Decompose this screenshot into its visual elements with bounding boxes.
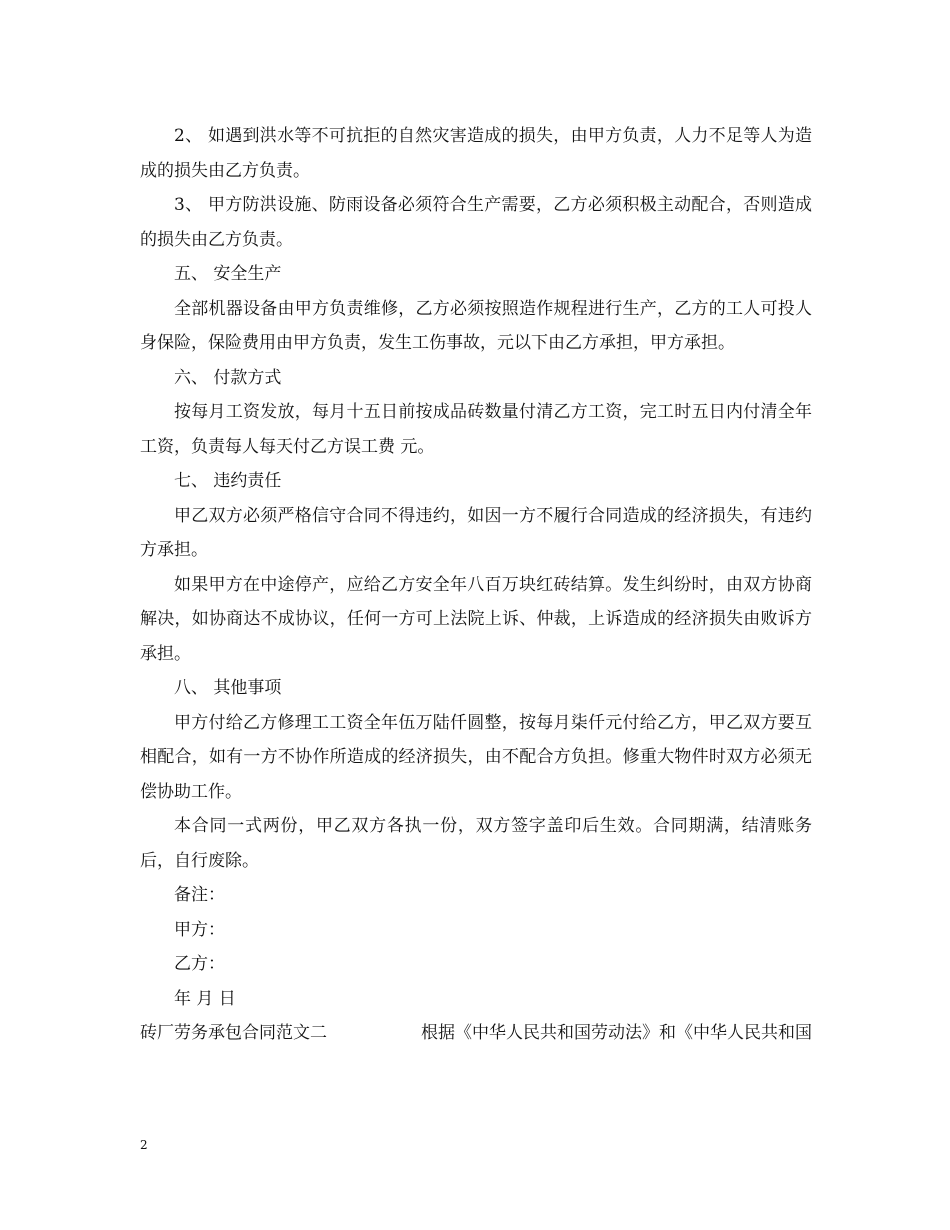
- section-heading-safety: 五、 安全生产: [174, 264, 282, 284]
- party-a-label: 甲方：: [174, 919, 225, 940]
- paragraph-validity: 本合同一式两份，甲乙双方各执一份，双方签字盖印后生效。合同期满，结清账务后，自行废除。: [140, 816, 812, 871]
- document-body: [140, 119, 812, 1051]
- page-number: 2: [140, 1138, 148, 1152]
- paragraph-liability: 甲乙双方必须严格信守合同不得违约，如因一方不履行合同造成的经济损失，有违约方承担。: [140, 505, 812, 560]
- date-label: 年 月 日: [174, 988, 236, 1009]
- remarks-label: 备注：: [174, 885, 225, 905]
- paragraph-force-majeure: 2、 如遇到洪水等不可抗拒的自然灾害造成的损失，由甲方负责，人力不足等人为造成的损失由乙方负责。: [140, 126, 812, 181]
- next-contract-title: 砖厂劳务承包合同范文二: [140, 1023, 327, 1043]
- next-contract-line: [140, 1016, 812, 1051]
- paragraph-safety: 全部机器设备由甲方负责维修，乙方必须按照造作规程进行生产，乙方的工人可投人身保险，保险费用由甲方负责，发生工伤事故，元以下由乙方承担，甲方承担。: [140, 298, 812, 353]
- paragraph-payment: 按每月工资发放，每月十五日前按成品砖数量付清乙方工资，完工时五日内付清全年工资，负责每人每天付乙方误工费 元。: [140, 402, 812, 457]
- section-heading-payment: 六、 付款方式: [174, 367, 282, 388]
- section-heading-liability: 七、 违约责任: [174, 471, 282, 491]
- party-b-label: 乙方：: [174, 954, 225, 974]
- paragraph-repair-wages: 甲方付给乙方修理工工资全年伍万陆仟圆整，按每月柒仟元付给乙方，甲乙双方要互相配合，如有一方不协作所造成的经济损失，由不配合方负担。修重大物件时双方必须无偿协助工作。: [140, 712, 812, 802]
- paragraph-flood-prevention: 3、 甲方防洪设施、防雨设备必须符合生产需要，乙方必须积极主动配合，否则造成的损失由乙方负责。: [140, 195, 812, 250]
- next-contract-opening: 根据《中华人民共和国劳动法》和《中华人民共和国: [421, 1023, 812, 1043]
- paragraph-dispute: 如果甲方在中途停产，应给乙方安全年八百万块红砖结算。发生纠纷时，由双方协商解决，如协商达不成协议，任何一方可上法院上诉、仲裁，上诉造成的经济损失由败诉方承担。: [140, 574, 812, 664]
- section-heading-other: 八、 其他事项: [174, 678, 282, 698]
